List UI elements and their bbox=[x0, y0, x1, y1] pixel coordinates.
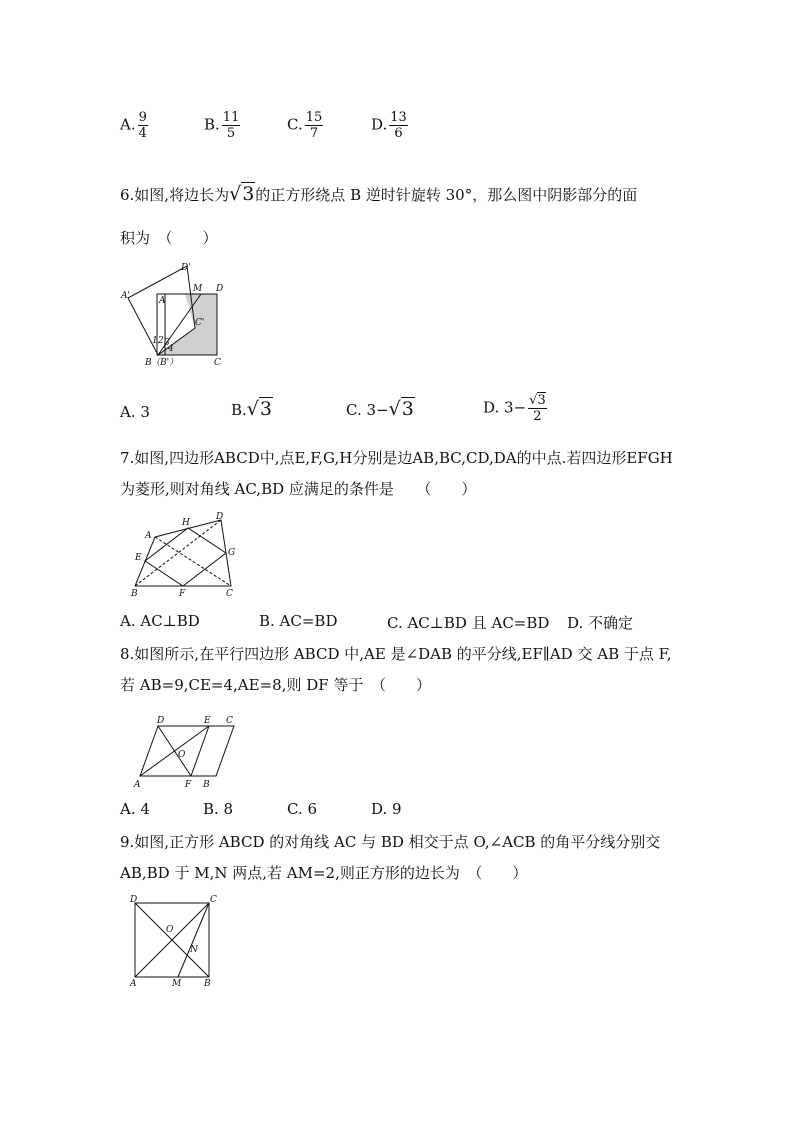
q5-option-c bbox=[287, 110, 323, 141]
q9-figure bbox=[125, 893, 225, 993]
label-o: O bbox=[166, 925, 174, 935]
label-a-prime: A' bbox=[121, 291, 130, 301]
q6-option-d: D. 3− $\frac{√3}{2}$ bbox=[483, 393, 546, 424]
label-n: N bbox=[190, 945, 198, 955]
parallelogram-abcd bbox=[140, 726, 234, 776]
segment-df bbox=[158, 726, 191, 776]
q6-option-d-fraction: $\frac{√3}{2}$ bbox=[529, 393, 546, 424]
sqrt-expression: √3 bbox=[388, 398, 414, 420]
label-a: A bbox=[159, 296, 166, 306]
q5-option-b-fraction: $\frac{11}{5}$ bbox=[222, 110, 240, 141]
label-angle-4: 4 bbox=[168, 344, 174, 354]
q7-option-d: D. 不确定 bbox=[567, 614, 634, 632]
q7-option-c: C. AC⊥BD 且 AC=BD bbox=[387, 614, 550, 632]
label-angle-2: 2 bbox=[158, 336, 164, 346]
q7-option-b: B. AC=BD bbox=[259, 612, 338, 630]
sqrt-expression: √3 bbox=[246, 398, 272, 420]
label-b: B bbox=[204, 979, 211, 989]
label-a: A bbox=[145, 531, 152, 541]
q5-option-c-label: C. bbox=[287, 115, 303, 134]
q9-stem-line1: 9.如图,正方形 ABCD 的对角线 AC 与 BD 相交于点 O,∠ACB 的角平分线分别交 bbox=[120, 833, 661, 851]
q8-option-b: B. 8 bbox=[203, 800, 234, 818]
q8-stem-line2: 若 AB=9,CE=4,AE=8,则 DF 等于 （ ） bbox=[120, 676, 431, 694]
segment-ef bbox=[191, 726, 209, 776]
q5-option-d bbox=[371, 110, 408, 141]
q7-stem-line2: 为菱形,则对角线 AC,BD 应满足的条件是 （ ） bbox=[120, 480, 477, 498]
q5-option-b bbox=[204, 110, 240, 141]
label-angle-3: 3 bbox=[164, 338, 170, 348]
q6-figure bbox=[115, 258, 235, 373]
label-d: D bbox=[216, 284, 224, 294]
label-d: D bbox=[130, 895, 138, 905]
q8-option-c: C. 6 bbox=[287, 800, 318, 818]
q6-option-c: C. 3−√3 bbox=[346, 398, 414, 420]
label-b: B bbox=[145, 358, 152, 368]
label-f: F bbox=[185, 780, 192, 790]
label-h: H bbox=[182, 518, 190, 528]
label-c: C bbox=[214, 358, 221, 368]
label-a: A bbox=[134, 780, 141, 790]
q5-option-a bbox=[120, 110, 148, 141]
q8-stem-line1: 8.如图所示,在平行四边形 ABCD 中,AE 是∠DAB 的平分线,EF∥AD 交 AB 于点 F, bbox=[120, 645, 672, 663]
label-c: C bbox=[210, 895, 217, 905]
label-angle-1: 1 bbox=[152, 336, 158, 346]
q8-option-a: A. 4 bbox=[120, 800, 150, 818]
q6-stem-line2: 积为 （ ） bbox=[120, 229, 218, 247]
q6-stem-line1: 6.如图,将边长为√3的正方形绕点 B 逆时针旋转 30°，那么图中阴影部分的面 bbox=[120, 183, 638, 205]
label-d: D bbox=[157, 716, 165, 726]
label-d: D bbox=[216, 512, 224, 522]
q6-option-b: B.√3 bbox=[231, 398, 272, 420]
q5-option-d-fraction: $\frac{13}{6}$ bbox=[390, 110, 407, 141]
q7-stem-line1: 7.如图,四边形ABCD中,点E,F,G,H分别是边AB,BC,CD,DA的中点.若四边形EFGH bbox=[120, 449, 673, 467]
label-e: E bbox=[204, 716, 211, 726]
label-c-prime: C' bbox=[195, 318, 205, 328]
bisector-cm bbox=[178, 903, 209, 977]
label-b-prime: （B'） bbox=[151, 358, 179, 368]
q5-option-a-fraction: $\frac{9}{4}$ bbox=[138, 110, 147, 141]
sqrt-expression: √3 bbox=[229, 183, 255, 205]
q7-figure bbox=[125, 510, 245, 600]
q7-option-a: A. AC⊥BD bbox=[120, 612, 200, 630]
label-d-prime: D' bbox=[181, 263, 191, 273]
label-a: A bbox=[130, 979, 137, 989]
q8-figure bbox=[125, 712, 245, 792]
label-e: E bbox=[135, 553, 142, 563]
q5-option-d-label: D. bbox=[371, 115, 388, 134]
label-b: B bbox=[203, 780, 210, 790]
q5-option-c-fraction: $\frac{15}{7}$ bbox=[305, 110, 323, 141]
label-f: F bbox=[179, 589, 186, 599]
q5-option-a-label: A. bbox=[120, 115, 136, 134]
q9-stem-line2: AB,BD 于 M,N 两点,若 AM=2,则正方形的边长为 （ ） bbox=[120, 864, 528, 882]
q5-option-b-label: B. bbox=[204, 115, 220, 134]
label-m: M bbox=[172, 979, 182, 989]
label-m: M bbox=[193, 284, 203, 294]
label-c: C bbox=[226, 716, 233, 726]
q6-option-a: A. 3 bbox=[120, 403, 150, 421]
label-c: C bbox=[226, 589, 233, 599]
diagonal-bd bbox=[135, 520, 221, 586]
quadrilateral-abcd bbox=[135, 520, 231, 586]
q8-option-d: D. 9 bbox=[371, 800, 402, 818]
label-g: G bbox=[228, 548, 236, 558]
label-b: B bbox=[131, 589, 138, 599]
label-o: O bbox=[178, 750, 186, 760]
